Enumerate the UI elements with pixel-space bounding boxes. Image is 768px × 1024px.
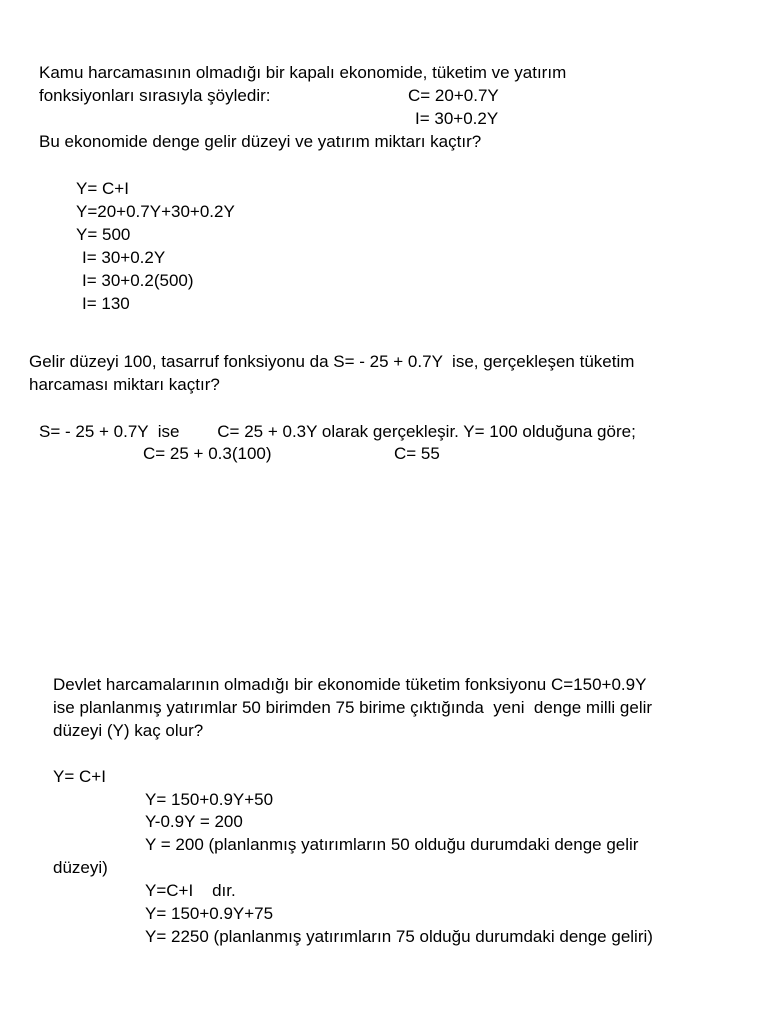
problem1-solution-line: Y= C+I (76, 179, 129, 198)
problem1-solution-line: Y= 500 (76, 225, 131, 244)
investment-function: I= 30+0.2Y (415, 109, 499, 128)
problem1-question-line2: fonksiyonları sırasıyla şöyledir: (39, 86, 271, 105)
problem2-question-line1: Gelir düzeyi 100, tasarruf fonksiyonu da S= - 25 + 0.7Y ise, gerçekleşen tüketim (29, 352, 635, 371)
problem2-solution-calc: C= 25 + 0.3(100) (143, 444, 272, 463)
problem3-step-wrap: düzeyi) (53, 858, 108, 877)
problem1-solution-line: I= 30+0.2Y (82, 248, 166, 267)
problem2-solution-result: C= 55 (394, 444, 440, 463)
problem2-solution-line1: S= - 25 + 0.7Y ise C= 25 + 0.3Y olarak gerçekleşir. Y= 100 olduğuna göre; (39, 422, 636, 441)
problem3-step: Y = 200 (planlanmış yatırımların 50 olduğu durumdaki denge gelir (145, 835, 639, 854)
problem3-question-line3: düzeyi (Y) kaç olur? (53, 721, 204, 740)
problem3-solution-start: Y= C+I (53, 767, 106, 786)
problem1-question-line1: Kamu harcamasının olmadığı bir kapalı ekonomide, tüketim ve yatırım (39, 63, 567, 82)
problem3-question-line2: ise planlanmış yatırımlar 50 birimden 75 birime çıktığında yeni denge milli gelir (53, 698, 653, 717)
problem1-question-line3: Bu ekonomide denge gelir düzeyi ve yatırım miktarı kaçtır? (39, 132, 482, 151)
problem3-question-line1: Devlet harcamalarının olmadığı bir ekonomide tüketim fonksiyonu C=150+0.9Y (53, 675, 647, 694)
problem3-step: Y= 2250 (planlanmış yatırımların 75 olduğu durumdaki denge geliri) (145, 927, 653, 946)
problem3-step: Y-0.9Y = 200 (145, 812, 243, 831)
problem1-solution-line: I= 30+0.2(500) (82, 271, 194, 290)
problem1-solution-line: Y=20+0.7Y+30+0.2Y (76, 202, 235, 221)
problem3-step: Y= 150+0.9Y+75 (145, 904, 274, 923)
problem1-solution-line: I= 130 (82, 294, 130, 313)
problem3-step: Y=C+I dır. (145, 881, 236, 900)
problem3-step: Y= 150+0.9Y+50 (145, 790, 274, 809)
problem2-question-line2: harcaması miktarı kaçtır? (29, 375, 220, 394)
consumption-function: C= 20+0.7Y (408, 86, 499, 105)
